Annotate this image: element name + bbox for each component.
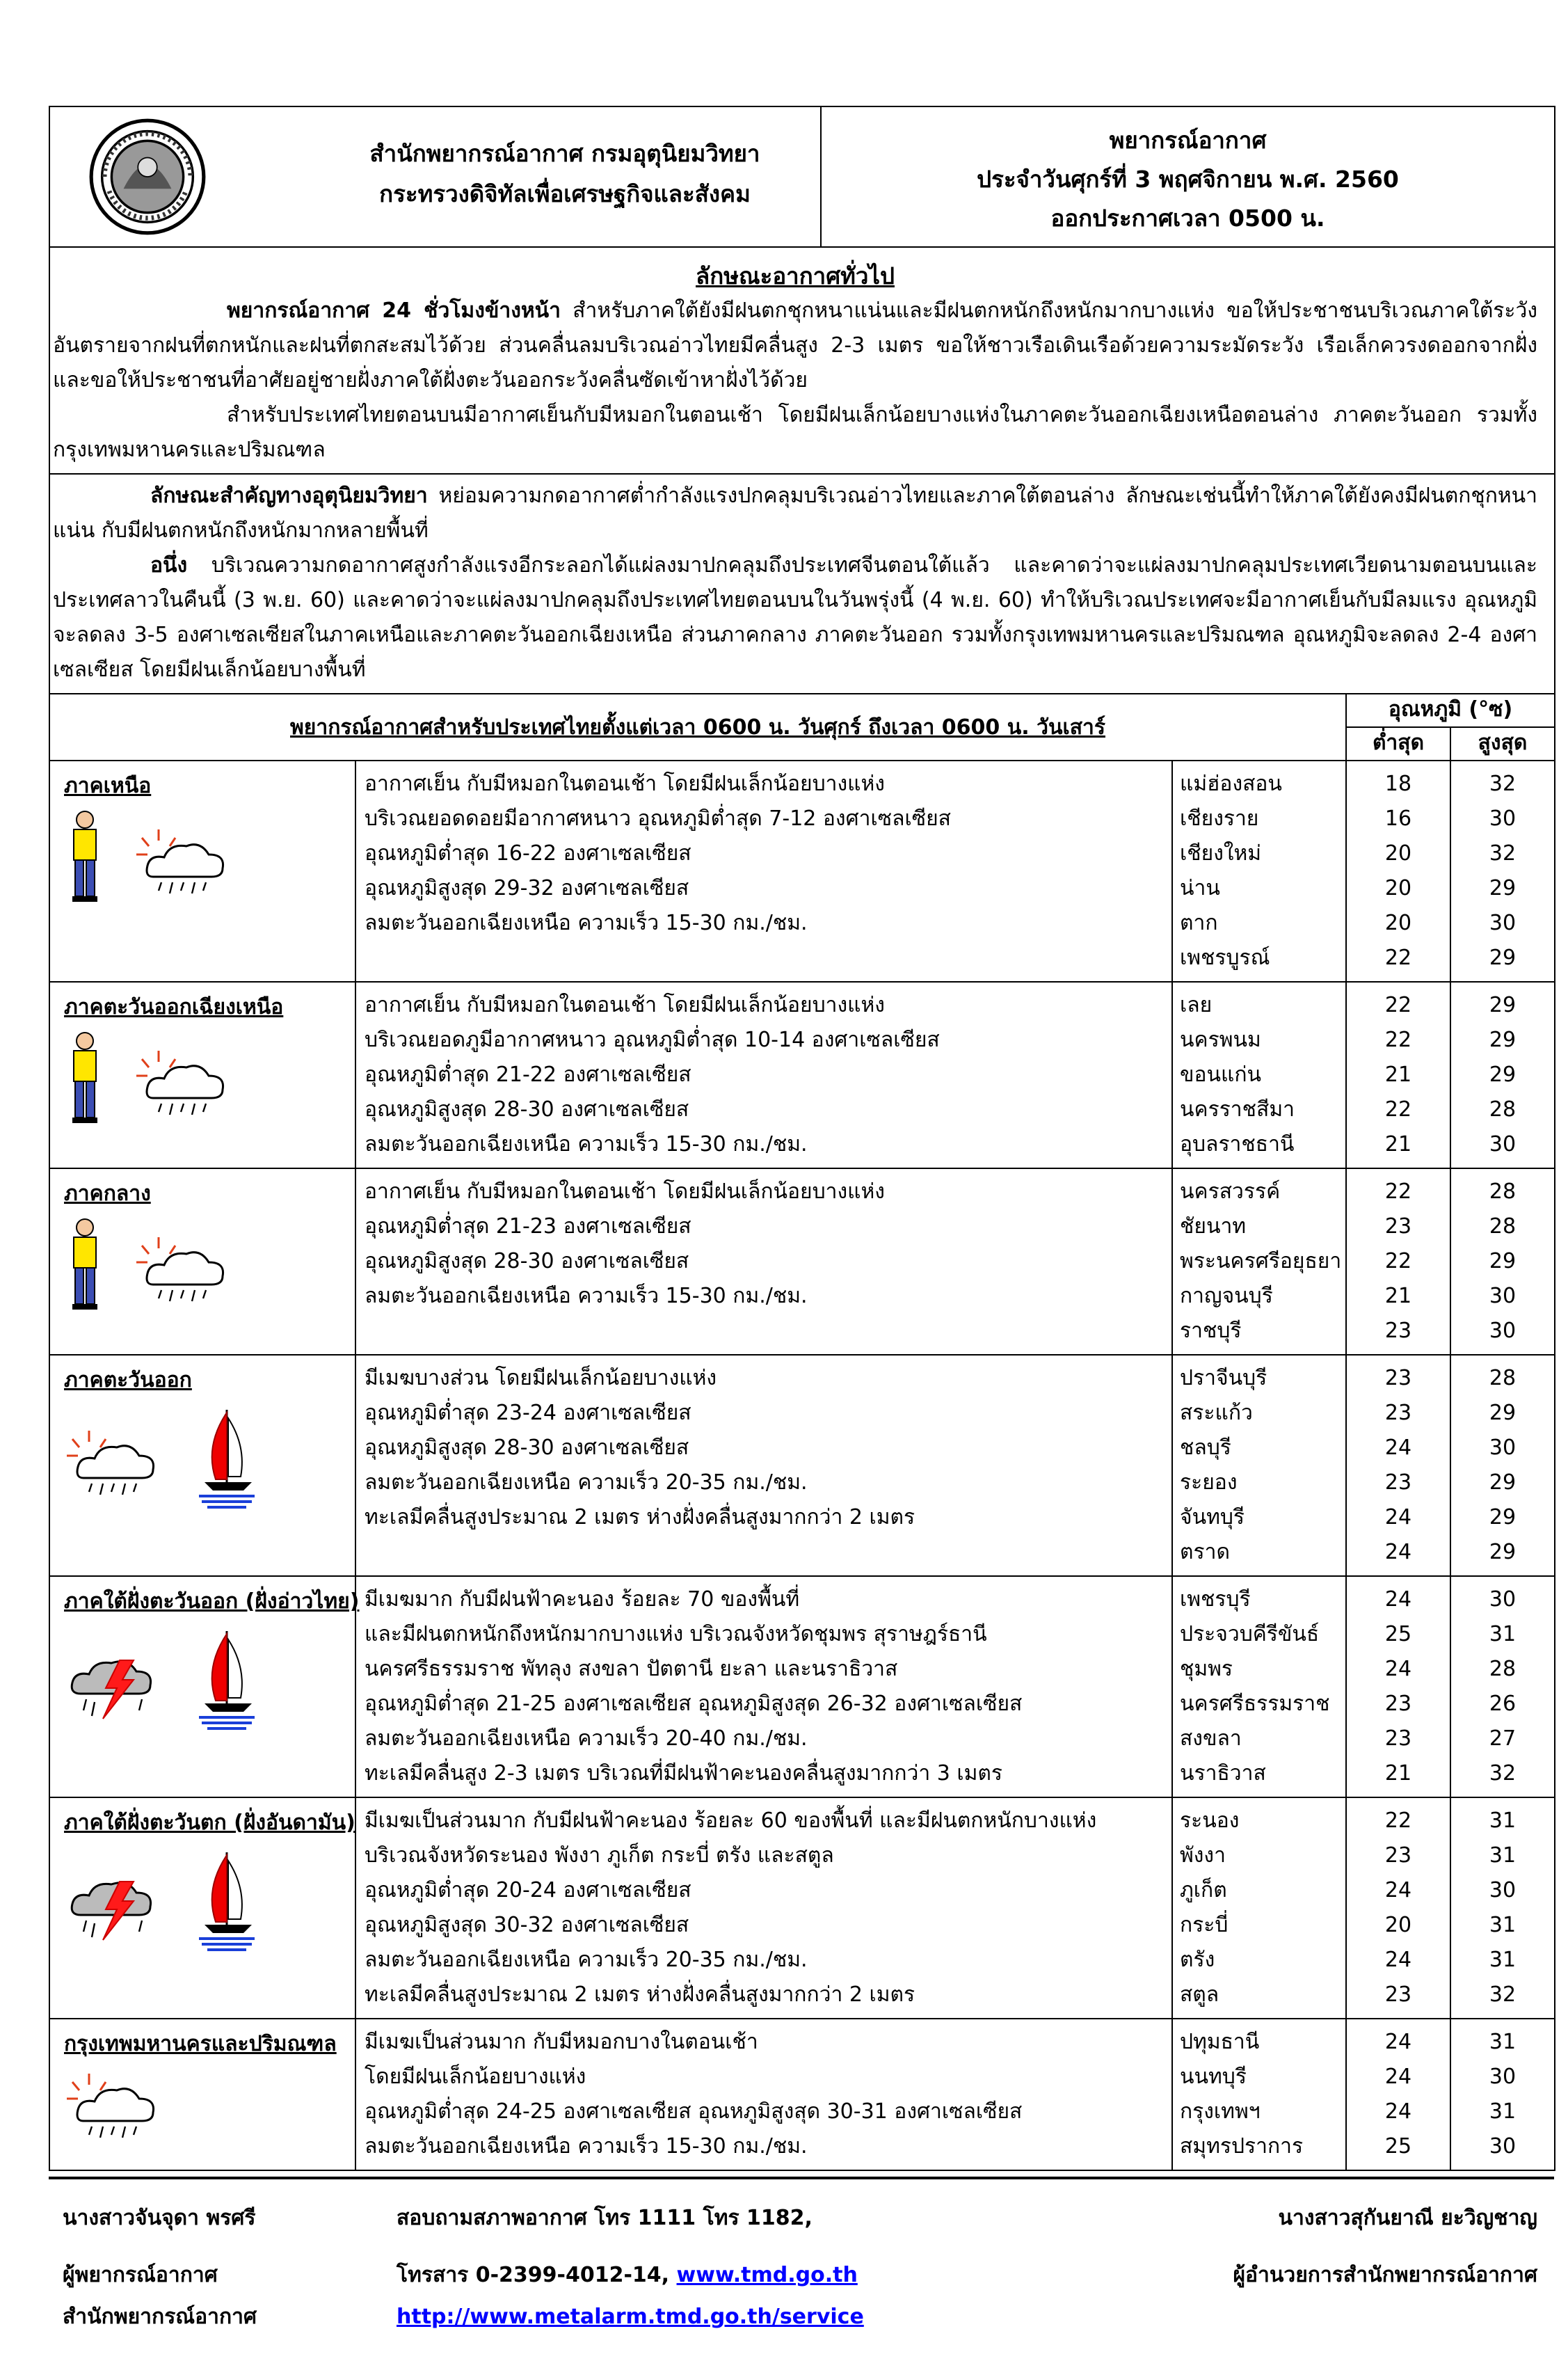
station-name-column [1172,1576,1346,1797]
metalarm-link[interactable]: http://www.metalarm.tmd.go.th/service [397,2305,864,2329]
org-name: สำนักพยากรณ์อากาศ กรมอุตุนิยมวิทยา [369,140,760,167]
station-name: แม่ฮ่องสอน [1180,772,1282,796]
forecast-heading: พยากรณ์อากาศสำหรับประเทศไทยตั้งแต่เวลา 0600 น. วันศุกร์ ถึงเวลา 0600 น. วันเสาร์ [49,694,1346,761]
max-temp: 27 [1489,1726,1517,1751]
region-description [355,982,1172,1168]
max-temp: 26 [1489,1692,1517,1716]
station-name: น่าน [1180,876,1220,900]
min-temp: 21 [1384,1284,1412,1308]
min-temp: 20 [1384,841,1412,866]
min-temp-column [1346,1576,1450,1797]
station-name: ชลบุรี [1180,1436,1231,1460]
region-row [49,982,1555,1168]
max-temp: 31 [1489,1913,1517,1937]
station-name: ภูเก็ต [1180,1878,1227,1902]
station-name: นราธิวาส [1180,1761,1266,1786]
region-row [49,1355,1555,1576]
max-temp: 30 [1489,2134,1517,2159]
general-paragraph-2: สำหรับประเทศไทยตอนบนมีอากาศเย็นกับมีหมอกในตอนเช้า โดยมีฝนเล็กน้อยบางแห่งในภาคตะวันออกเฉียงเหนือตอนล่าง ภาคตะวันออก รวมทั้งกรุงเทพมหานครและปริมณฑล [53,403,1538,462]
forecast-line: อุณหภูมิสูงสุด 30-32 องศาเซลเซียส [365,1913,689,1937]
max-temp: 32 [1489,841,1517,866]
general-paragraph-1: พยากรณ์อากาศ 24 ชั่วโมงข้างหน้า สำหรับภาคใต้ยังมีฝนตกชุกหนาแน่นและมีฝนตกหนักถึงหนักมากบางแห่ง ขอให้ประชาชนบริเวณภาคใต้ระวังอันตรายจากฝนที่ตกหนักและฝนที่ตกสะสมไว้ด้วย ส่วนคลื่นลมบริเวณอ่าวไทยมีคลื่นสูง 2-3 เมตร ขอให้ชาวเรือเดินเรือด้วยความระมัดระวัง เรือเล็กควรงดออกจากฝั่ง และขอให้ประชาชนที่อาศัยอยู่ชายฝั่งภาคใต้ฝั่งตะวันออกระวังคลื่นซัดเข้าหาฝั่งไว้ด้วย [53,299,1538,392]
station-name-column [1172,1168,1346,1355]
max-temp: 30 [1489,1587,1517,1612]
min-temp: 22 [1384,993,1412,1017]
station-name: กาญจนบุรี [1180,1284,1273,1308]
header-org [49,106,821,247]
forecaster-office: สำนักพยากรณ์อากาศ [63,2305,257,2329]
station-name: อุบลราชธานี [1180,1132,1295,1156]
forecaster-name: นางสาวจันจุดา พรศรี [63,2206,256,2230]
doc-issue-time: ออกประกาศเวลา 0500 น. [1050,205,1325,232]
station-name: ตรัง [1180,1948,1215,1972]
max-temp: 31 [1489,1808,1517,1833]
region-row [49,761,1555,982]
min-temp: 24 [1384,1505,1412,1529]
station-name: พังงา [1180,1843,1226,1868]
region-cell [49,761,355,982]
region-name: ภาคกลาง [64,1182,151,1206]
department-seal-icon [88,117,207,237]
min-temp: 21 [1384,1761,1412,1786]
min-temp: 25 [1384,2134,1412,2159]
station-name: กระบี่ [1180,1913,1229,1937]
region-name: กรุงเทพมหานครและปริมณฑล [64,2032,337,2056]
min-temp-column [1346,761,1450,982]
sailboat-icon [196,1404,259,1511]
forecast-line: มีเมฆมาก กับมีฝนฟ้าคะนอง ร้อยละ 70 ของพื้นที่ [365,1587,800,1612]
min-temp: 24 [1384,2030,1412,2054]
forecast-line: ลมตะวันออกเฉียงเหนือ ความเร็ว 15-30 กม./ชม. [365,911,808,935]
max-temp: 28 [1489,1657,1517,1681]
region-description [355,1355,1172,1576]
forecast-line: ลมตะวันออกเฉียงเหนือ ความเร็ว 20-35 กม./ชม. [365,1470,808,1495]
min-temp: 23 [1384,1692,1412,1716]
forecaster-role: ผู้พยากรณ์อากาศ [63,2263,218,2287]
forecast-line: บริเวณจังหวัดระนอง พังงา ภูเก็ต กระบี่ ตรัง และสตูล [365,1843,834,1868]
max-temp: 31 [1489,1622,1517,1646]
min-temp: 24 [1384,2065,1412,2089]
station-name: ตราด [1180,1540,1230,1564]
max-temp-column [1450,2019,1555,2170]
station-name: ราชบุรี [1180,1319,1242,1343]
region-cell [49,2019,355,2170]
max-temp: 29 [1489,1063,1517,1087]
forecast-line: ทะเลมีคลื่นสูง 2-3 เมตร บริเวณที่มีฝนฟ้าคะนองคลื่นสูงมากกว่า 3 เมตร [365,1761,1002,1786]
forecast-line: อุณหภูมิต่ำสุด 21-22 องศาเซลเซียส [365,1063,691,1087]
station-name: จันทบุรี [1180,1505,1245,1529]
region-name: ภาคใต้ฝั่งตะวันตก (ฝั่งอันดามัน) [64,1811,355,1835]
min-temp-label: ต่ำสุด [1346,727,1450,761]
min-temp-column [1346,1168,1450,1355]
thunderstorm-icon [64,1646,168,1733]
station-name: นครพนม [1180,1028,1261,1052]
station-name: ขอนแก่น [1180,1063,1262,1087]
min-temp: 20 [1384,911,1412,935]
min-temp: 16 [1384,806,1412,831]
doc-title: พยากรณ์อากาศ [1109,127,1267,154]
region-name: ภาคตะวันออก [64,1368,192,1392]
max-temp: 29 [1489,993,1517,1017]
forecast-line: อุณหภูมิต่ำสุด 16-22 องศาเซลเซียส [365,841,691,866]
max-temp: 30 [1489,1319,1517,1343]
station-name: เลย [1180,993,1213,1017]
region-name: ภาคตะวันออกเฉียงเหนือ [64,995,284,1019]
forecast-line: มีเมฆเป็นส่วนมาก กับมีฝนฟ้าคะนอง ร้อยละ 60 ของพื้นที่ และมีฝนตกหนักบางแห่ง [365,1808,1097,1833]
station-name: นครราชสีมา [1180,1097,1295,1122]
thunderstorm-icon [64,1868,168,1954]
min-temp-column [1346,2019,1450,2170]
director-name: นางสาวสุกันยาณี ยะวิญชาญ [1278,2206,1537,2230]
forecast-line: อากาศเย็น กับมีหมอกในตอนเช้า โดยมีฝนเล็กน้อยบางแห่ง [365,993,885,1017]
station-name: พระนครศรีอยุธยา [1180,1249,1342,1273]
max-temp: 29 [1489,1505,1517,1529]
regions-body [49,761,1555,2170]
summary-paragraph-2: อนึ่ง บริเวณความกดอากาศสูงกำลังแรงอีกระลอกได้แผ่ลงมาปกคลุมถึงประเทศจีนตอนใต้แล้ว และคาดว่าจะแผ่ลงมาปกคลุมประเทศเวียดนามตอนบนและประเทศลาวในคืนนี้ (3 พ.ย. 60) และคาดว่าจะแผ่ลงมาปกคลุมถึงประเทศไทยตอนบนในวันพรุ่งนี้ (4 พ.ย. 60) ทำให้บริเวณประเทศจะมีอากาศเย็นกับมีลมแรง อุณหภูมิจะลดลง 3-5 องศาเซลเซียสในภาคเหนือและภาคตะวันออกเฉียงเหนือ ส่วนภาคกลาง ภาคตะวันออก รวมทั้งกรุงเทพมหานครและปริมณฑล อุณหภูมิจะลดลง 2-4 องศาเซลเซียส โดยมีฝนเล็กน้อยบางพื้นที่ [53,553,1538,682]
forecast-line: อุณหภูมิต่ำสุด 21-25 องศาเซลเซียส อุณหภูมิสูงสุด 26-32 องศาเซลเซียส [365,1692,1023,1716]
station-name: สตูล [1180,1982,1219,2007]
max-temp: 28 [1489,1097,1517,1122]
region-row [49,2019,1555,2170]
min-temp: 24 [1384,1436,1412,1460]
max-temp: 30 [1489,1436,1517,1460]
region-description [355,1168,1172,1355]
temperature-heading: อุณหภูมิ (°ซ) [1346,694,1555,727]
max-temp-label: สูงสุด [1450,727,1555,761]
tmd-website-link[interactable]: www.tmd.go.th [676,2263,858,2287]
forecast-line: ลมตะวันออกเฉียงเหนือ ความเร็ว 20-40 กม./ชม. [365,1726,808,1751]
min-temp: 22 [1384,1179,1412,1204]
person-icon [64,1218,106,1318]
max-temp: 29 [1489,1028,1517,1052]
region-name: ภาคใต้ฝั่งตะวันออก (ฝั่งอ่าวไทย) [64,1589,360,1614]
max-temp: 31 [1489,1948,1517,1972]
min-temp-column [1346,1797,1450,2019]
max-temp: 31 [1489,1843,1517,1868]
max-temp-column [1450,982,1555,1168]
max-temp-column [1450,1576,1555,1797]
max-temp: 31 [1489,2030,1517,2054]
station-name: ตาก [1180,911,1218,935]
station-name: เชียงราย [1180,806,1259,831]
max-temp: 29 [1489,876,1517,900]
min-temp: 20 [1384,1913,1412,1937]
region-row [49,1797,1555,2019]
station-name: ระนอง [1180,1808,1240,1833]
min-temp: 24 [1384,2099,1412,2124]
forecast-document [49,106,1554,2171]
max-temp-column [1450,1355,1555,1576]
forecast-line: และมีฝนตกหนักถึงหนักมากบางแห่ง บริเวณจังหวัดชุมพร สุราษฎร์ธานี [365,1622,987,1646]
station-name: ประจวบคีรีขันธ์ [1180,1622,1320,1646]
rain-cloud-sun-icon [134,824,238,910]
station-name: ชุมพร [1180,1657,1233,1681]
director-role: ผู้อำนวยการสำนักพยากรณ์อากาศ [1233,2263,1537,2287]
forecast-line: อุณหภูมิต่ำสุด 21-23 องศาเซลเซียส [365,1214,691,1239]
contact-phone: สอบถามสภาพอากาศ โทร 1111 โทร 1182, [397,2206,813,2230]
min-temp: 22 [1384,1808,1412,1833]
min-temp: 21 [1384,1063,1412,1087]
max-temp: 29 [1489,946,1517,970]
min-temp-column [1346,982,1450,1168]
summary-paragraph-1: ลักษณะสำคัญทางอุตุนิยมวิทยา หย่อมความกดอากาศต่ำกำลังแรงปกคลุมบริเวณอ่าวไทยและภาคใต้ตอนล่าง ลักษณะเช่นนี้ทำให้ภาคใต้ยังคงมีฝนตกชุกหนาแน่น กับมีฝนตกหนักถึงหนักมากหลายพื้นที่ [53,484,1538,543]
person-icon [64,810,106,910]
max-temp: 30 [1489,1284,1517,1308]
max-temp: 32 [1489,1761,1517,1786]
forecast-line: นครศรีธรรมราช พัทลุง สงขลา ปัตตานี ยะลา และนราธิวาส [365,1657,898,1681]
min-temp: 24 [1384,1540,1412,1564]
max-temp: 29 [1489,1540,1517,1564]
min-temp: 23 [1384,1726,1412,1751]
region-description [355,2019,1172,2170]
forecast-line: อุณหภูมิสูงสุด 29-32 องศาเซลเซียส [365,876,689,900]
header-title [821,106,1555,247]
max-temp: 29 [1489,1249,1517,1273]
station-name: นนทบุรี [1180,2065,1247,2089]
station-name: ชัยนาท [1180,1214,1247,1239]
region-cell [49,1797,355,2019]
max-temp: 30 [1489,1878,1517,1902]
max-temp: 29 [1489,1401,1517,1425]
station-name: สงขลา [1180,1726,1242,1751]
rain-cloud-sun-icon [64,2068,168,2154]
rain-cloud-sun-icon [134,1232,238,1318]
min-temp: 24 [1384,1587,1412,1612]
forecast-line: อุณหภูมิต่ำสุด 20-24 องศาเซลเซียส [365,1878,691,1902]
forecast-line: อุณหภูมิสูงสุด 28-30 องศาเซลเซียส [365,1249,689,1273]
max-temp: 31 [1489,2099,1517,2124]
min-temp: 22 [1384,1097,1412,1122]
min-temp-column [1346,1355,1450,1576]
max-temp: 30 [1489,2065,1517,2089]
station-name: ปทุมธานี [1180,2030,1260,2054]
min-temp: 23 [1384,1401,1412,1425]
region-cell [49,1576,360,1797]
min-temp: 22 [1384,1249,1412,1273]
general-weather [49,247,1555,474]
region-name: ภาคเหนือ [64,774,152,798]
station-name-column [1172,761,1346,982]
min-temp: 22 [1384,946,1412,970]
station-name: เพชรบุรี [1180,1587,1251,1612]
person-icon [64,1031,106,1131]
max-temp-column [1450,1168,1555,1355]
max-temp: 28 [1489,1214,1517,1239]
station-name: สระแก้ว [1180,1401,1253,1425]
min-temp: 21 [1384,1132,1412,1156]
station-name-column [1172,1355,1346,1576]
forecast-line: ลมตะวันออกเฉียงเหนือ ความเร็ว 15-30 กม./ชม. [365,2134,808,2159]
forecast-line: ทะเลมีคลื่นสูงประมาณ 2 เมตร ห่างฝั่งคลื่นสูงมากกว่า 2 เมตร [365,1982,915,2007]
forecast-line: อากาศเย็น กับมีหมอกในตอนเช้า โดยมีฝนเล็กน้อยบางแห่ง [365,1179,885,1204]
max-temp: 30 [1489,911,1517,935]
max-temp: 28 [1489,1179,1517,1204]
region-cell [49,1168,355,1355]
station-name: นครศรีธรรมราช [1180,1692,1330,1716]
forecast-line: อุณหภูมิสูงสุด 28-30 องศาเซลเซียส [365,1097,689,1122]
min-temp: 25 [1384,1622,1412,1646]
min-temp: 20 [1384,876,1412,900]
min-temp: 24 [1384,1878,1412,1902]
contact-fax: โทรสาร 0-2399-4012-14, [397,2263,677,2287]
station-name-column [1172,982,1346,1168]
region-cell [49,982,355,1168]
footer-divider [49,2177,1554,2179]
general-title: ลักษณะอากาศทั่วไป [696,262,895,289]
min-temp: 23 [1384,1319,1412,1343]
station-name: เชียงใหม่ [1180,841,1262,866]
station-name: กรุงเทพฯ [1180,2099,1261,2124]
station-name-column [1172,2019,1346,2170]
forecast-line: ลมตะวันออกเฉียงเหนือ ความเร็ว 15-30 กม./ชม. [365,1284,808,1308]
max-temp: 30 [1489,1132,1517,1156]
station-name: เพชรบูรณ์ [1180,946,1270,970]
ministry-name: กระทรวงดิจิทัลเพื่อเศรษฐกิจและสังคม [379,180,751,207]
station-name: สมุทรปราการ [1180,2134,1304,2159]
forecast-line: อุณหภูมิต่ำสุด 24-25 องศาเซลเซียส อุณหภูมิสูงสุด 30-31 องศาเซลเซียส [365,2099,1023,2124]
forecast-line: บริเวณยอดดอยมีอากาศหนาว อุณหภูมิต่ำสุด 7-12 องศาเซลเซียส [365,806,951,831]
min-temp: 23 [1384,1470,1412,1495]
max-temp-column [1450,761,1555,982]
min-temp: 23 [1384,1843,1412,1868]
station-name: ปราจีนบุรี [1180,1366,1267,1390]
sailboat-icon [196,1847,259,1954]
region-row [49,1168,1555,1355]
max-temp: 32 [1489,772,1517,796]
station-name: ระยอง [1180,1470,1238,1495]
station-name: นครสวรรค์ [1180,1179,1281,1204]
sailboat-icon [196,1625,259,1733]
max-temp-column [1450,1797,1555,2019]
forecast-line: อุณหภูมิสูงสุด 28-30 องศาเซลเซียส [365,1436,689,1460]
forecast-table [49,106,1555,2171]
forecast-line: ลมตะวันออกเฉียงเหนือ ความเร็ว 15-30 กม./ชม. [365,1132,808,1156]
forecast-line: อุณหภูมิต่ำสุด 23-24 องศาเซลเซียส [365,1401,691,1425]
meteorology-summary [49,474,1555,694]
region-row [49,1576,1555,1797]
max-temp: 30 [1489,806,1517,831]
rain-cloud-sun-icon [134,1045,238,1131]
max-temp: 29 [1489,1470,1517,1495]
max-temp: 28 [1489,1366,1517,1390]
station-name-column [1172,1797,1346,2019]
min-temp: 23 [1384,1214,1412,1239]
min-temp: 18 [1384,772,1412,796]
forecast-line: มีเมฆเป็นส่วนมาก กับมีหมอกบางในตอนเช้า [365,2030,758,2054]
forecast-line: มีเมฆบางส่วน โดยมีฝนเล็กน้อยบางแห่ง [365,1366,717,1390]
min-temp: 22 [1384,1028,1412,1052]
rain-cloud-sun-icon [64,1425,168,1511]
max-temp: 32 [1489,1982,1517,2007]
min-temp: 24 [1384,1657,1412,1681]
doc-date: ประจำวันศุกร์ที่ 3 พฤศจิกายน พ.ศ. 2560 [977,166,1399,193]
min-temp: 23 [1384,1366,1412,1390]
min-temp: 24 [1384,1948,1412,1972]
region-description [355,1797,1172,2019]
forecast-line: ลมตะวันออกเฉียงเหนือ ความเร็ว 20-35 กม./ชม. [365,1948,808,1972]
forecast-line: โดยมีฝนเล็กน้อยบางแห่ง [365,2065,586,2089]
min-temp: 23 [1384,1982,1412,2007]
forecast-line: อากาศเย็น กับมีหมอกในตอนเช้า โดยมีฝนเล็กน้อยบางแห่ง [365,772,885,796]
forecast-line: ทะเลมีคลื่นสูงประมาณ 2 เมตร ห่างฝั่งคลื่นสูงมากกว่า 2 เมตร [365,1505,915,1529]
region-description [355,1576,1172,1797]
region-cell [49,1355,355,1576]
forecast-line: บริเวณยอดภูมีอากาศหนาว อุณหภูมิต่ำสุด 10-14 องศาเซลเซียส [365,1028,940,1052]
region-description [355,761,1172,982]
